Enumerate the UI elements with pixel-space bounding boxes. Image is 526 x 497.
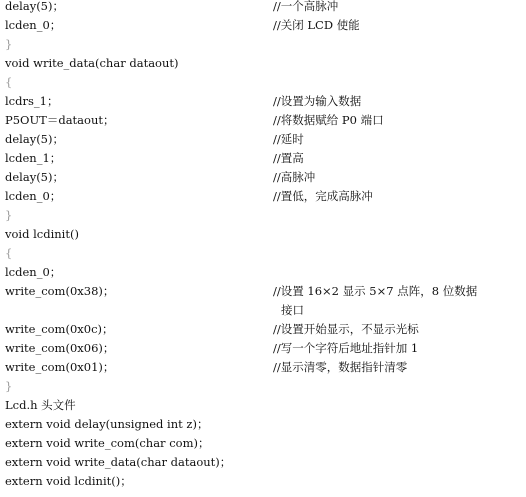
function-signature: void lcdinit()	[5, 227, 79, 241]
code-text: lcden_0；	[5, 18, 62, 32]
code-text: lcden_0；	[5, 265, 62, 279]
code-text: extern void delay(unsigned int z)；	[5, 417, 209, 431]
code-text: P5OUT＝dataout；	[5, 113, 115, 127]
code-text: write_com(0x38)；	[5, 284, 115, 298]
opening-brace: {	[5, 75, 13, 89]
code-text: delay(5)；	[5, 132, 64, 146]
opening-brace: {	[5, 246, 13, 260]
closing-brace: }	[5, 379, 13, 393]
code-line	[5, 377, 521, 396]
code-comment: //写一个字符后地址指针加 1	[273, 341, 419, 355]
code-line	[5, 358, 521, 377]
code-line	[5, 415, 521, 434]
code-line	[5, 434, 521, 453]
code-text: extern void lcdinit()；	[5, 474, 132, 488]
code-line	[5, 54, 521, 73]
code-comment: //高脉冲	[273, 170, 316, 184]
code-text: write_com(0x01)；	[5, 360, 115, 374]
code-text: lcdrs_1；	[5, 94, 59, 108]
code-text: write_com(0x0c)；	[5, 322, 114, 336]
code-comment: //关闭 LCD 使能	[273, 18, 360, 32]
code-line	[5, 282, 521, 301]
code-line	[5, 130, 521, 149]
code-text: lcden_0；	[5, 189, 62, 203]
code-text: delay(5)；	[5, 0, 64, 13]
code-line	[5, 16, 521, 35]
closing-brace: }	[5, 208, 13, 222]
closing-brace: }	[5, 37, 13, 51]
code-comment: //置高	[273, 151, 304, 165]
section-heading: Lcd.h 头文件	[5, 398, 76, 412]
code-line	[5, 263, 521, 282]
code-comment-continuation: 接口	[281, 303, 304, 317]
code-text: extern void write_data(char dataout)；	[5, 455, 232, 469]
code-line	[5, 453, 521, 472]
code-line	[5, 187, 521, 206]
code-text: delay(5)；	[5, 170, 64, 184]
function-signature: void write_data(char dataout)	[5, 56, 179, 70]
code-comment: //设置开始显示，不显示光标	[273, 322, 419, 336]
code-comment: //将数据赋给 P0 端口	[273, 113, 384, 127]
code-line	[5, 149, 521, 168]
code-line	[5, 244, 521, 263]
code-line	[5, 0, 521, 16]
code-line	[5, 206, 521, 225]
code-line	[5, 225, 521, 244]
code-text: extern void write_com(char com)；	[5, 436, 210, 450]
code-comment: //一个高脉冲	[273, 0, 339, 13]
code-comment: //显示清零，数据指针清零	[273, 360, 408, 374]
code-line	[5, 396, 521, 415]
code-line	[5, 73, 521, 92]
code-line	[5, 301, 521, 320]
code-line	[5, 111, 521, 130]
code-comment: //置低，完成高脉冲	[273, 189, 373, 203]
code-comment: //延时	[273, 132, 304, 146]
code-text: write_com(0x06)；	[5, 341, 115, 355]
code-line	[5, 472, 521, 491]
code-line	[5, 168, 521, 187]
code-line	[5, 320, 521, 339]
code-line	[5, 35, 521, 54]
code-comment: //设置 16×2 显示 5×7 点阵，8 位数据	[273, 284, 478, 298]
code-line	[5, 92, 521, 111]
code-comment: //设置为输入数据	[273, 94, 362, 108]
code-text: lcden_1；	[5, 151, 62, 165]
code-line	[5, 339, 521, 358]
